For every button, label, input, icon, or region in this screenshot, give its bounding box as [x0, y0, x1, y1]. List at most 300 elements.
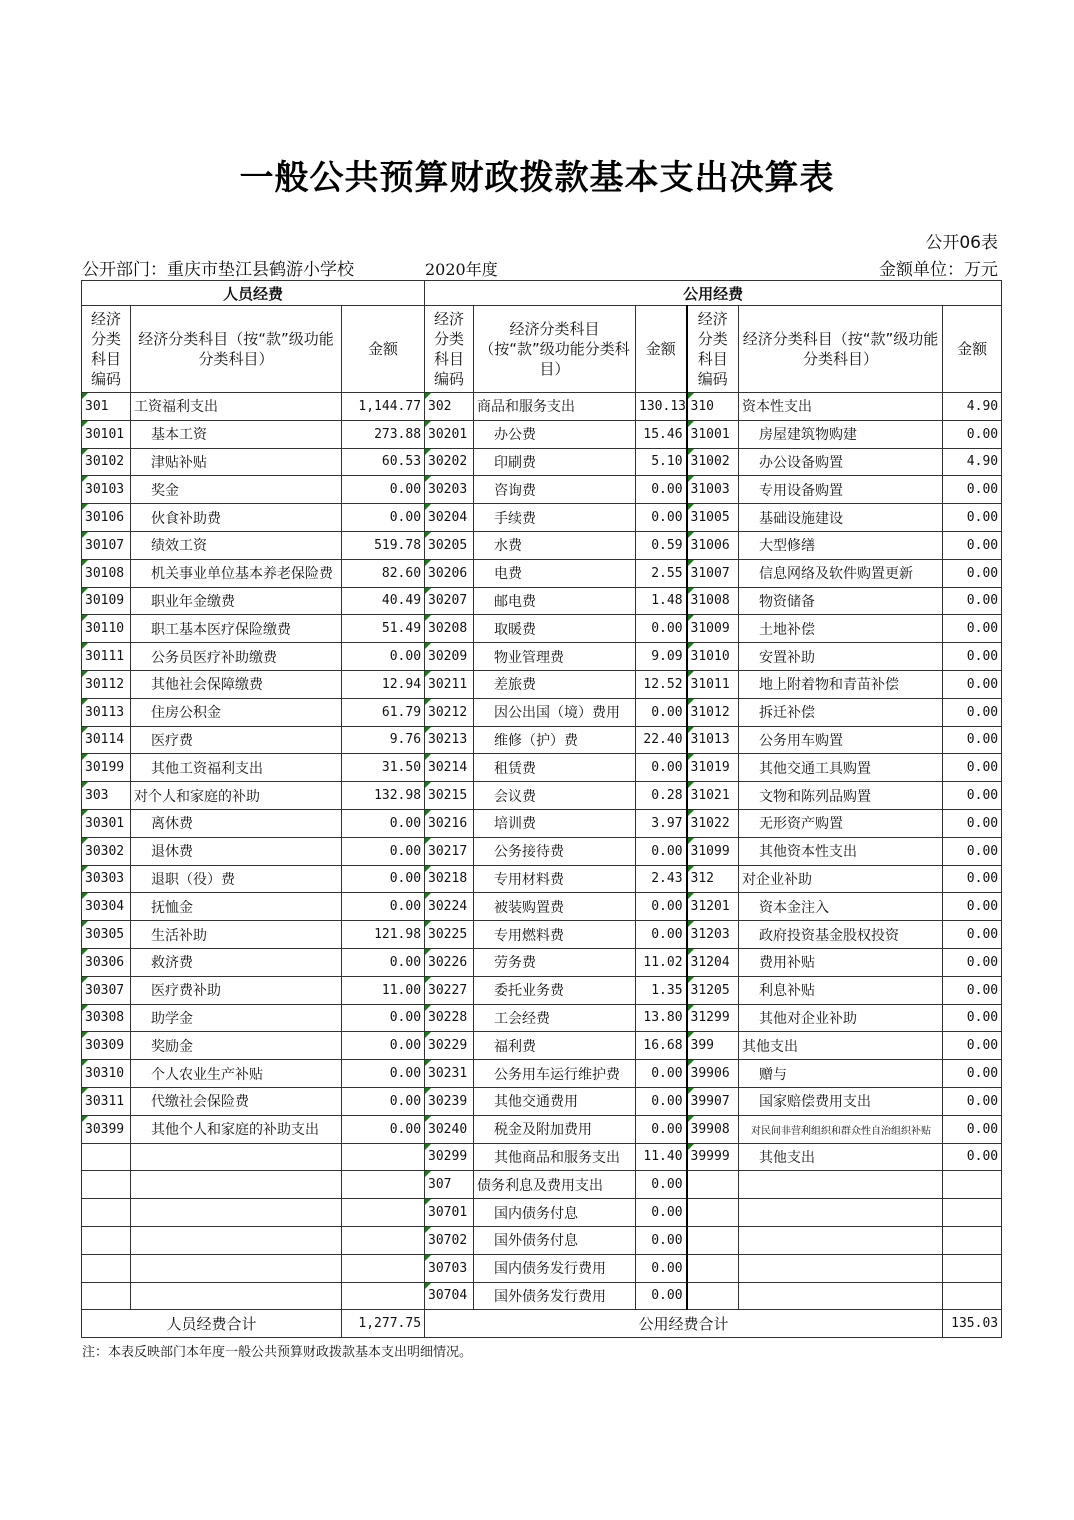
table-row — [82, 615, 1002, 643]
item-name: 其他社会保障缴费 — [131, 670, 342, 698]
item-code: 30310 — [82, 1060, 131, 1088]
item-name: 福利费 — [474, 1032, 636, 1060]
item-code: 31204 — [687, 948, 739, 976]
item-name: 被装购置费 — [474, 893, 636, 921]
item-code: 30212 — [425, 698, 474, 726]
item-name: 利息补贴 — [739, 976, 943, 1004]
item-code: 31003 — [687, 476, 739, 504]
item-amount: 0.00 — [342, 476, 425, 504]
expenditure-table — [81, 280, 1002, 1338]
item-amount: 0.00 — [943, 504, 1002, 532]
item-name: 地上附着物和青苗补偿 — [739, 670, 943, 698]
item-code: 39908 — [687, 1115, 739, 1143]
item-code: 30110 — [82, 615, 131, 643]
item-code: 39907 — [687, 1087, 739, 1115]
item-name: 奖金 — [131, 476, 342, 504]
item-amount: 22.40 — [636, 726, 687, 754]
item-code: 39906 — [687, 1060, 739, 1088]
item-amount: 3.97 — [636, 809, 687, 837]
item-amount: 0.00 — [943, 893, 1002, 921]
item-amount: 130.13 — [636, 393, 687, 421]
public-section-header: 公用经费 — [425, 281, 1002, 306]
item-code: 31205 — [687, 976, 739, 1004]
amount-unit: 金额单位：万元 — [879, 260, 998, 280]
item-code: 312 — [687, 865, 739, 893]
item-name: 专用材料费 — [474, 865, 636, 893]
item-name: 维修（护）费 — [474, 726, 636, 754]
item-code: 30101 — [82, 420, 131, 448]
item-name: 其他对企业补助 — [739, 1004, 943, 1032]
table-row — [82, 976, 1002, 1004]
item-code: 30217 — [425, 837, 474, 865]
item-code: 31005 — [687, 504, 739, 532]
col-header-name: 经济分类科目（按“款”级功能分类科目） — [739, 306, 943, 393]
personnel-total-label: 人员经费合计 — [82, 1310, 342, 1338]
item-name: 代缴社会保险费 — [131, 1087, 342, 1115]
item-name: 安置补助 — [739, 643, 943, 671]
item-name: 医疗费 — [131, 726, 342, 754]
item-name: 电费 — [474, 559, 636, 587]
item-amount: 0.00 — [342, 865, 425, 893]
item-code: 30299 — [425, 1143, 474, 1171]
item-amount: 5.10 — [636, 448, 687, 476]
item-name: 退职（役）费 — [131, 865, 342, 893]
item-amount: 0.00 — [636, 1087, 687, 1115]
item-amount: 0.00 — [943, 809, 1002, 837]
item-amount: 0.00 — [342, 504, 425, 532]
item-name: 水费 — [474, 531, 636, 559]
item-code: 30202 — [425, 448, 474, 476]
item-amount: 0.00 — [943, 670, 1002, 698]
item-name: 土地补偿 — [739, 615, 943, 643]
item-amount: 0.00 — [943, 698, 1002, 726]
col-header-code: 经济分类科目编码 — [425, 306, 474, 393]
item-name: 资本性支出 — [739, 393, 943, 421]
item-name: 职业年金缴费 — [131, 587, 342, 615]
item-amount: 0.00 — [636, 1060, 687, 1088]
item-code: 310 — [687, 393, 739, 421]
item-amount: 0.00 — [342, 1032, 425, 1060]
item-name — [131, 1226, 342, 1254]
item-code: 30701 — [425, 1199, 474, 1227]
item-name: 资本金注入 — [739, 893, 943, 921]
item-amount — [342, 1199, 425, 1227]
item-name: 医疗费补助 — [131, 976, 342, 1004]
item-name: 基本工资 — [131, 420, 342, 448]
item-name: 取暖费 — [474, 615, 636, 643]
item-name: 其他交通工具购置 — [739, 754, 943, 782]
item-name: 印刷费 — [474, 448, 636, 476]
item-amount: 0.00 — [943, 643, 1002, 671]
table-row — [82, 504, 1002, 532]
item-amount: 0.59 — [636, 531, 687, 559]
item-name: 生活补助 — [131, 921, 342, 949]
item-amount: 0.00 — [636, 698, 687, 726]
item-code: 30215 — [425, 782, 474, 810]
item-amount: 0.00 — [636, 893, 687, 921]
item-code: 31006 — [687, 531, 739, 559]
item-amount: 11.00 — [342, 976, 425, 1004]
item-amount: 60.53 — [342, 448, 425, 476]
item-amount: 9.09 — [636, 643, 687, 671]
col-header-name: 经济分类科目（按“款”级功能分类科目） — [131, 306, 342, 393]
item-name: 其他工资福利支出 — [131, 754, 342, 782]
item-amount: 15.46 — [636, 420, 687, 448]
item-name: 个人农业生产补贴 — [131, 1060, 342, 1088]
item-code: 31008 — [687, 587, 739, 615]
item-code: 30109 — [82, 587, 131, 615]
item-name: 委托业务费 — [474, 976, 636, 1004]
item-amount: 0.00 — [342, 1060, 425, 1088]
item-amount: 16.68 — [636, 1032, 687, 1060]
item-name: 公务用车运行维护费 — [474, 1060, 636, 1088]
table-row — [82, 1004, 1002, 1032]
item-code: 303 — [82, 782, 131, 810]
item-code: 30206 — [425, 559, 474, 587]
item-code: 30199 — [82, 754, 131, 782]
table-row — [82, 393, 1002, 421]
item-name: 其他支出 — [739, 1032, 943, 1060]
item-name: 机关事业单位基本养老保险费 — [131, 559, 342, 587]
item-amount: 0.00 — [943, 837, 1002, 865]
item-name: 公务接待费 — [474, 837, 636, 865]
item-amount: 0.00 — [943, 1115, 1002, 1143]
item-code: 30106 — [82, 504, 131, 532]
table-row — [82, 643, 1002, 671]
table-row — [82, 921, 1002, 949]
item-code: 30301 — [82, 809, 131, 837]
table-row — [82, 1087, 1002, 1115]
item-amount: 0.00 — [943, 1032, 1002, 1060]
item-amount: 51.49 — [342, 615, 425, 643]
item-code — [687, 1171, 739, 1199]
item-code: 31203 — [687, 921, 739, 949]
item-amount: 12.52 — [636, 670, 687, 698]
item-name: 绩效工资 — [131, 531, 342, 559]
item-code — [687, 1282, 739, 1310]
item-amount: 0.00 — [943, 1087, 1002, 1115]
item-amount — [342, 1143, 425, 1171]
item-code: 30107 — [82, 531, 131, 559]
table-row — [82, 837, 1002, 865]
item-code — [82, 1254, 131, 1282]
table-row — [82, 1226, 1002, 1254]
item-amount: 82.60 — [342, 559, 425, 587]
item-name: 租赁费 — [474, 754, 636, 782]
item-amount: 0.00 — [636, 1171, 687, 1199]
item-code — [82, 1282, 131, 1310]
item-amount: 132.98 — [342, 782, 425, 810]
item-amount: 12.94 — [342, 670, 425, 698]
table-row — [82, 948, 1002, 976]
item-code: 31009 — [687, 615, 739, 643]
item-name — [739, 1226, 943, 1254]
item-amount: 0.00 — [636, 476, 687, 504]
item-code: 30201 — [425, 420, 474, 448]
item-name: 办公设备购置 — [739, 448, 943, 476]
item-code: 30213 — [425, 726, 474, 754]
item-name: 培训费 — [474, 809, 636, 837]
item-amount: 61.79 — [342, 698, 425, 726]
item-name: 专用燃料费 — [474, 921, 636, 949]
item-amount: 4.90 — [943, 393, 1002, 421]
item-code: 30114 — [82, 726, 131, 754]
item-name: 文物和陈列品购置 — [739, 782, 943, 810]
item-code: 31012 — [687, 698, 739, 726]
item-code: 30704 — [425, 1282, 474, 1310]
item-code: 30303 — [82, 865, 131, 893]
item-code: 30305 — [82, 921, 131, 949]
item-name: 国外债务发行费用 — [474, 1282, 636, 1310]
fiscal-year: 2020年度 — [425, 260, 498, 279]
item-name: 税金及附加费用 — [474, 1115, 636, 1143]
item-name: 其他个人和家庭的补助支出 — [131, 1115, 342, 1143]
personnel-total-amount: 1,277.75 — [342, 1310, 425, 1338]
item-amount: 0.00 — [342, 643, 425, 671]
item-name: 大型修缮 — [739, 531, 943, 559]
item-name: 拆迁补偿 — [739, 698, 943, 726]
item-code: 30214 — [425, 754, 474, 782]
item-amount: 0.00 — [636, 921, 687, 949]
item-name: 国家赔偿费用支出 — [739, 1087, 943, 1115]
item-code: 31022 — [687, 809, 739, 837]
item-amount: 0.00 — [636, 1226, 687, 1254]
table-row — [82, 893, 1002, 921]
item-name — [131, 1199, 342, 1227]
col-header-name: 经济分类科目（按“款”级功能分类科目） — [474, 306, 636, 393]
item-name — [739, 1254, 943, 1282]
item-code: 30239 — [425, 1087, 474, 1115]
item-code: 30102 — [82, 448, 131, 476]
item-code: 30224 — [425, 893, 474, 921]
item-amount: 0.00 — [943, 726, 1002, 754]
item-code: 30227 — [425, 976, 474, 1004]
table-row — [82, 1115, 1002, 1143]
item-amount: 0.00 — [636, 1115, 687, 1143]
item-code: 30302 — [82, 837, 131, 865]
page-title: 一般公共预算财政拨款基本支出决算表 — [239, 158, 835, 198]
item-name — [131, 1254, 342, 1282]
table-row — [82, 1171, 1002, 1199]
item-name: 劳务费 — [474, 948, 636, 976]
item-amount — [342, 1282, 425, 1310]
item-amount: 0.00 — [943, 921, 1002, 949]
col-header-code: 经济分类科目编码 — [82, 306, 131, 393]
item-amount: 519.78 — [342, 531, 425, 559]
item-amount: 31.50 — [342, 754, 425, 782]
item-amount: 0.00 — [636, 1282, 687, 1310]
item-name — [739, 1199, 943, 1227]
item-code: 30203 — [425, 476, 474, 504]
item-code: 31299 — [687, 1004, 739, 1032]
table-row — [82, 782, 1002, 810]
item-name: 国内债务发行费用 — [474, 1254, 636, 1282]
department-label: 公开部门：重庆市垫江县鹤游小学校 — [82, 260, 354, 280]
personnel-section-header: 人员经费 — [82, 281, 425, 306]
item-code: 31013 — [687, 726, 739, 754]
item-code: 30226 — [425, 948, 474, 976]
table-body — [82, 393, 1002, 1310]
table-row — [82, 448, 1002, 476]
item-code — [687, 1254, 739, 1282]
table-row — [82, 1032, 1002, 1060]
item-name: 手续费 — [474, 504, 636, 532]
item-name: 邮电费 — [474, 587, 636, 615]
item-amount: 0.00 — [943, 587, 1002, 615]
item-amount: 0.00 — [342, 837, 425, 865]
item-name: 费用补贴 — [739, 948, 943, 976]
item-amount: 1.35 — [636, 976, 687, 1004]
item-name: 其他资本性支出 — [739, 837, 943, 865]
item-name: 退休费 — [131, 837, 342, 865]
item-name: 其他交通费用 — [474, 1087, 636, 1115]
item-code: 30225 — [425, 921, 474, 949]
item-code: 30103 — [82, 476, 131, 504]
table-row — [82, 559, 1002, 587]
col-header-code: 经济分类科目编码 — [687, 306, 739, 393]
item-amount: 0.00 — [636, 837, 687, 865]
item-name — [131, 1171, 342, 1199]
item-name: 差旅费 — [474, 670, 636, 698]
item-amount: 0.00 — [943, 1143, 1002, 1171]
table-row — [82, 1199, 1002, 1227]
item-amount: 0.00 — [943, 754, 1002, 782]
item-amount: 0.00 — [342, 948, 425, 976]
item-name: 对民间非营利组织和群众性自治组织补贴 — [739, 1115, 943, 1143]
item-name: 办公费 — [474, 420, 636, 448]
item-code: 31019 — [687, 754, 739, 782]
item-amount — [943, 1282, 1002, 1310]
item-name: 抚恤金 — [131, 893, 342, 921]
item-code: 30108 — [82, 559, 131, 587]
item-name: 其他支出 — [739, 1143, 943, 1171]
table-row — [82, 865, 1002, 893]
item-amount: 0.00 — [636, 1199, 687, 1227]
item-name: 其他商品和服务支出 — [474, 1143, 636, 1171]
item-name: 专用设备购置 — [739, 476, 943, 504]
item-name: 赠与 — [739, 1060, 943, 1088]
item-amount: 0.00 — [943, 615, 1002, 643]
item-name: 津贴补贴 — [131, 448, 342, 476]
item-name: 助学金 — [131, 1004, 342, 1032]
item-name: 工资福利支出 — [131, 393, 342, 421]
item-name: 政府投资基金股权投资 — [739, 921, 943, 949]
item-code: 302 — [425, 393, 474, 421]
item-amount: 2.55 — [636, 559, 687, 587]
item-amount — [342, 1171, 425, 1199]
item-code: 31007 — [687, 559, 739, 587]
item-code — [687, 1226, 739, 1254]
item-amount: 121.98 — [342, 921, 425, 949]
item-code: 30703 — [425, 1254, 474, 1282]
table-row — [82, 809, 1002, 837]
item-name: 工会经费 — [474, 1004, 636, 1032]
item-code: 30113 — [82, 698, 131, 726]
item-name: 基础设施建设 — [739, 504, 943, 532]
item-amount: 1.48 — [636, 587, 687, 615]
totals-row — [82, 1310, 1002, 1338]
item-amount: 0.00 — [636, 754, 687, 782]
item-code: 31001 — [687, 420, 739, 448]
item-code: 30229 — [425, 1032, 474, 1060]
item-amount — [342, 1226, 425, 1254]
form-number: 公开06表 — [925, 233, 998, 253]
table-row — [82, 1254, 1002, 1282]
item-name: 物业管理费 — [474, 643, 636, 671]
item-amount: 0.28 — [636, 782, 687, 810]
item-code: 30204 — [425, 504, 474, 532]
item-name: 会议费 — [474, 782, 636, 810]
item-name: 伙食补助费 — [131, 504, 342, 532]
item-code: 30209 — [425, 643, 474, 671]
item-code: 30208 — [425, 615, 474, 643]
item-name: 对个人和家庭的补助 — [131, 782, 342, 810]
table-row — [82, 531, 1002, 559]
item-amount: 13.80 — [636, 1004, 687, 1032]
item-amount: 4.90 — [943, 448, 1002, 476]
table-row — [82, 1143, 1002, 1171]
item-amount: 0.00 — [342, 809, 425, 837]
item-code: 30309 — [82, 1032, 131, 1060]
item-amount: 0.00 — [943, 476, 1002, 504]
item-amount: 11.02 — [636, 948, 687, 976]
item-amount — [943, 1226, 1002, 1254]
item-amount: 40.49 — [342, 587, 425, 615]
item-name: 公务用车购置 — [739, 726, 943, 754]
item-code: 30311 — [82, 1087, 131, 1115]
column-header-row — [82, 306, 1002, 393]
table-row — [82, 476, 1002, 504]
public-total-amount: 135.03 — [943, 1310, 1002, 1338]
item-amount: 0.00 — [943, 531, 1002, 559]
item-name: 商品和服务支出 — [474, 393, 636, 421]
item-code: 30304 — [82, 893, 131, 921]
table-row — [82, 726, 1002, 754]
item-amount: 2.43 — [636, 865, 687, 893]
item-amount: 0.00 — [943, 865, 1002, 893]
item-amount: 0.00 — [943, 559, 1002, 587]
item-amount: 0.00 — [943, 976, 1002, 1004]
item-code — [82, 1171, 131, 1199]
item-code: 30308 — [82, 1004, 131, 1032]
item-name: 物资储备 — [739, 587, 943, 615]
item-name: 离休费 — [131, 809, 342, 837]
item-amount: 0.00 — [943, 782, 1002, 810]
table-row — [82, 587, 1002, 615]
item-amount: 11.40 — [636, 1143, 687, 1171]
item-code: 31002 — [687, 448, 739, 476]
item-amount: 0.00 — [943, 948, 1002, 976]
item-amount: 0.00 — [636, 615, 687, 643]
item-code — [82, 1199, 131, 1227]
item-name — [131, 1282, 342, 1310]
item-name: 救济费 — [131, 948, 342, 976]
item-name: 公务员医疗补助缴费 — [131, 643, 342, 671]
item-name: 对企业补助 — [739, 865, 943, 893]
item-amount: 1,144.77 — [342, 393, 425, 421]
item-code: 30111 — [82, 643, 131, 671]
table-row — [82, 698, 1002, 726]
item-amount: 273.88 — [342, 420, 425, 448]
item-code: 31011 — [687, 670, 739, 698]
item-amount: 0.00 — [342, 893, 425, 921]
item-amount: 0.00 — [636, 1254, 687, 1282]
item-name: 职工基本医疗保险缴费 — [131, 615, 342, 643]
item-code: 30231 — [425, 1060, 474, 1088]
item-code: 30112 — [82, 670, 131, 698]
item-code: 399 — [687, 1032, 739, 1060]
col-header-amount: 金额 — [342, 306, 425, 393]
